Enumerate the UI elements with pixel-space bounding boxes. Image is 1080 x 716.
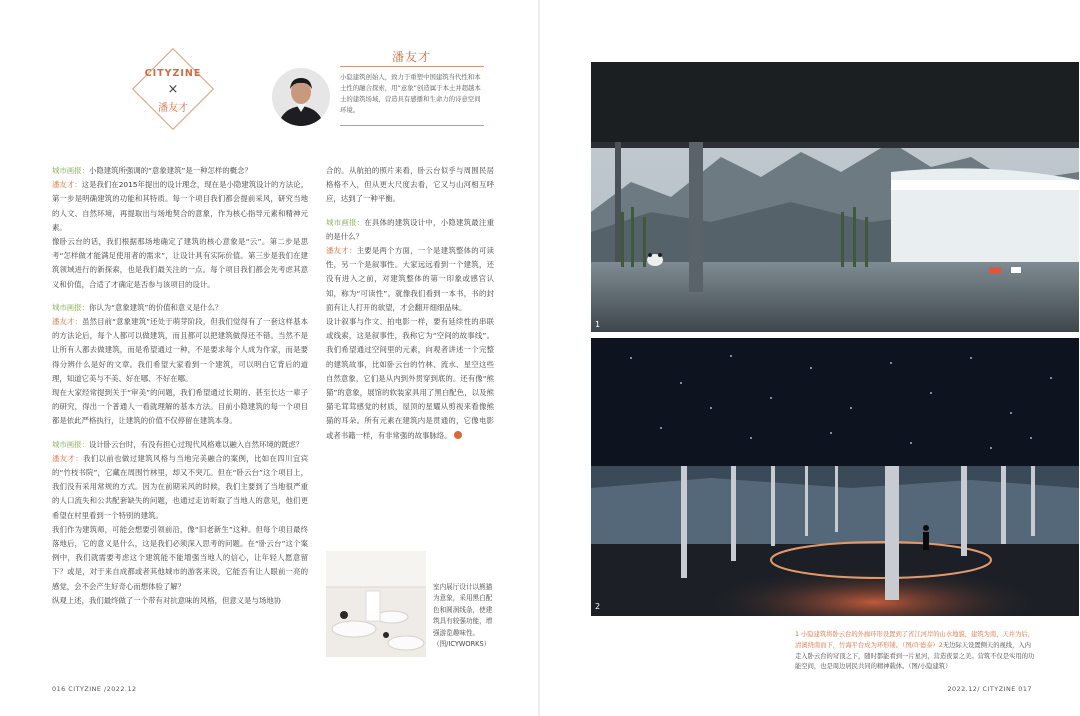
page-gutter (538, 0, 540, 716)
pavilion-night-photo (591, 338, 1079, 616)
paragraph: 我们作为建筑师，可能会想要引领前沿，像“旧老新生”这种。但每个项目最终落地后，它的意义是什么，这是我们必须深入思考的问题。在“卧云台”这个案例中，我们就需要考虑这个建筑能不能增强当地人的信心，让年轻人愿意留下？或是，对于来自成都或者其他城市的游客来说，它能否有让人眼前一亮的感觉，会不会产生好奇心而想体验了解？ (52, 524, 308, 591)
article-column-left (52, 164, 308, 608)
folio-left: 016 CITYZINE /2022.12 (52, 685, 137, 693)
paragraph: 合的。从航拍的照片来看，卧云台似乎与周围民居格格不入，但从更大尺度去看，它又与山河相互呼应，达到了一种平衡。 (326, 166, 494, 204)
paragraph: 纵观上述，我们最终做了一个带有对抗意味的风格，但意义是与场地协 (52, 595, 282, 605)
qa-answer-1: 潘友才：这是我们在2015年提出的设计理念，现在是小隐建筑设计的方法论。第一步是明确建筑的功能和其特质。每一个项目我们都会提前采风，研究当地的人文、自然环境，再提取出与场地契合的意象，作为核心指导元素和精神元素。 (52, 180, 308, 232)
interior-caption: 室内展厅设计以熊猫为意象，采用黑白配色和圆润线条，使建筑具有较强功能，增强游览趣味性。（图/ICYWORKS） (433, 583, 493, 649)
folio-right: 2022.12/ CITYZINE 017 (947, 685, 1032, 693)
name-rule (340, 66, 484, 67)
photo-caption: 1 小隐建筑将卧云台的外廊环形设置到了省江河岸的山水地貌，建筑为南，天井为后，清溪绕南而下，竹海平台成为环形铺。（图/许德泰）2无边际天设置侧天的视线，入内走入卧云台的穹顶之下，随时都能看到一片星河，营造夜景之美。营筑不仅是实用的功能空间，也是周边居民共同的精神载体。（图/小隐建筑） (795, 631, 1035, 671)
qa-answer-2: 潘友才：虽然目前“意象建筑”还处于萌芽阶段，但我们觉得有了一套这样基本的方法论后，每个人都可以做建筑，而且都可以把建筑做得还不错。当然不是让所有人都去做建筑，而是希望通过一种，不是要求每个人成为作家，而是要得分辨什么是好的文章。我们希望大家看到一个建筑，可以明白它背后的道理，知道它美与不美、好在哪、不好在哪。 (52, 317, 308, 383)
badge-brand: CITYZINE (144, 68, 202, 79)
bio-rule (340, 125, 484, 126)
interviewee-bio: 小隐建筑创始人，致力于重塑中国建筑当代性和本土性的融合探索，用“意象”创造属于本土并超越本土的建筑场域，营造具有感播和生命力的诗意空间环境。 (340, 73, 481, 114)
qa-question-1: 城市画报：小隐建筑所强调的“意象建筑”是一种怎样的概念？ (52, 166, 252, 175)
qa-question-4: 城市画报：在具体的建筑设计中，小隐建筑最注重的是什么？ (326, 217, 494, 241)
paragraph: 像卧云台的话，我们根据那场地确定了建筑的核心意象是“云”。第二步是思考“怎样做才能满足使用者的需求”，让设计具有实际价值。第三步是我们在建筑领域进行的新探索，也是我们最关注的一点。每个项目我们都会先考虑其意义和价值，合适了才确定是否参与该项目的设计。 (52, 237, 308, 289)
pavilion-daytime-photo (591, 62, 1079, 332)
paragraph: 现在大家经常提到关于“审美”的问题，我们希望通过长期的、甚至长达一辈子的研究，得出一个普通人一看就理解的基本方法。目前小隐建筑的每一个项目都是依此严格执行，让建筑的价值不仅停留在建筑本身。 (52, 388, 308, 426)
interviewee-name: 潘友才 (392, 50, 432, 64)
qa-question-3: 城市画报：设计卧云台时，有没有担心过现代风格难以融入自然环境的既虑？ (52, 439, 304, 449)
photo-number-2: 2 (595, 602, 601, 611)
qa-answer-4: 潘友才：主要是两个方面，一个是建筑整体的可读性，另一个是叙事性。大家远远看到一个建筑，还没有进入之前，对建筑整体的第一印象或感官认知，称为“可读性”。就像我们看到一本书，书的封面有让人打开的欲望，才会翻开细细品味。 (326, 246, 494, 312)
end-mark-icon (454, 431, 462, 439)
badge-name: 潘友才 (158, 103, 188, 114)
badge-cross: × (167, 82, 179, 97)
qa-question-2: 城市画报：你认为“意象建筑”的价值和意义是什么？ (52, 302, 223, 312)
photo-number-1: 1 (595, 320, 601, 329)
article-column-right (326, 164, 494, 443)
paragraph: 设计叙事与作文、拍电影一样，要有延续性的串联或线索，这是叙事性，我称它为“空间的故事线”。我们希望通过空间里的元素，向观者讲述一个完整的建筑故事，比如卧云台的竹林、流水、星空这些自然意象，它们是从内到外贯穿到底的。还有像“熊猫”的意象，展馆的软装家具用了黑白配色，以及熊猫毛茸茸感觉的材质，屋顶的星耀从剪视来看像熊猫的耳朵。所有元素在建筑内是贯通的，它像电影或者书籍一样，有非常强的故事脉络。 (326, 317, 494, 440)
cityzine-badge (136, 52, 210, 126)
interior-photo (326, 551, 426, 657)
portrait-photo (272, 68, 330, 126)
qa-answer-3: 潘友才：我们以前也做过建筑风格与当地完美融合的案例，比如在四川宜宾的“竹枝书院”，它藏在周围竹林里，却又不突兀。但在“卧云台”这个项目上，我们没有采用常规的方式。因为在前期采风的时候，我们主要到了当地很严重的人口流失和公共配套缺失的问题，也通过走访听取了当地人的意见，他们更希望在村里看到一个特别的建筑。 (52, 453, 308, 520)
